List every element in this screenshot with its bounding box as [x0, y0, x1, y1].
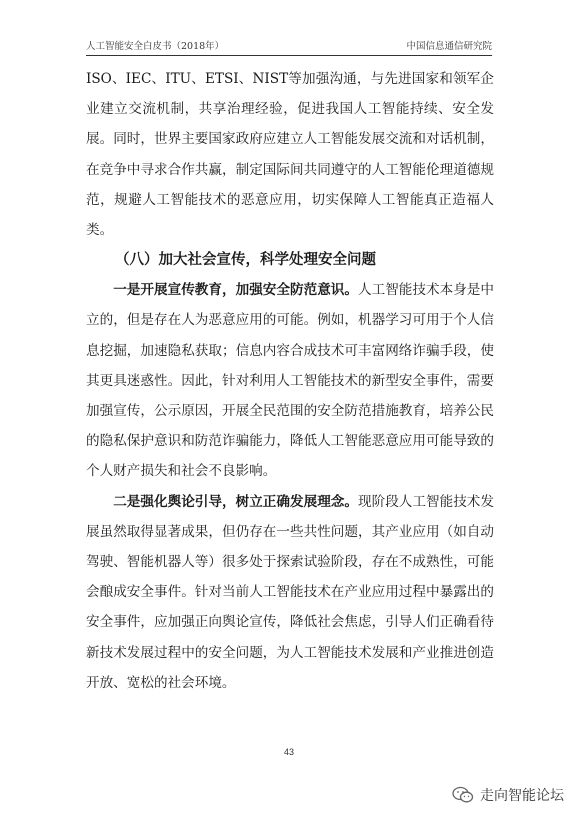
paragraph-text-publicity: 人工智能技术本身是中立的，但是存在人为恶意应用的可能。例如，机器学习可用于个人信息挖掘，加速隐私获取；信息内容合成技术可丰富网络诈骗手段，使其更具迷惑性。因此，针对利用人工智能技术的新型安全事件，需要加强宣传，公示原因，开展全民范围的安全防范措施教育，培养公民的隐私保护意识和防范诈骗能力，降低人工智能恶意应用可能导致的个人财产损失和社会不良影响。	[86, 282, 494, 480]
watermark	[452, 784, 564, 806]
paragraph-lead-publicity: 一是开展宣传教育，加强安全防范意识。	[113, 282, 358, 299]
paragraph-public-opinion	[86, 487, 494, 698]
wechat-icon	[452, 786, 474, 804]
watermark-text: 走向智能论坛	[480, 788, 564, 804]
header-document-title: 人工智能安全白皮书（2018年）	[86, 41, 225, 52]
page-number: 43	[283, 747, 294, 757]
header-organization: 中国信息通信研究院	[406, 41, 492, 52]
paragraph-text-opinion: 现阶段人工智能技术发展虽然取得显著成果，但仍存在一些共性问题，其产业应用（如自动驾驶、智能机器人等）很多处于探索试验阶段，存在不成熟性，可能会酿成安全事件。针对当前人工智能技术在产业应用过程中暴露出的安全事件，应加强正向舆论宣传，降低社会焦虑，引导人们正确看待新技术发展过程中的安全问题，为人工智能技术发展和产业推进创造开放、宽松的社会环境。	[86, 493, 494, 691]
header-divider	[86, 55, 492, 56]
paragraph-lead-opinion: 二是强化舆论引导，树立正确发展理念。	[113, 493, 358, 510]
page-body	[86, 64, 494, 698]
page-header	[86, 38, 492, 54]
section-heading: （八）加大社会宣传，科学处理安全问题	[115, 251, 376, 269]
paragraph-continuation: ISO、IEC、ITU、ETSI、NIST等加强沟通，与先进国家和领军企业建立交流机制，共享治理经验，促进我国人工智能持续、安全发展。同时，世界主要国家政府应建立人工智能发展交流和对话机制，在竞争中寻求合作共赢，制定国际间共同遵守的人工智能伦理道德规范，规避人工智能技术的恶意应用，切实保障人工智能真正造福人类。	[86, 71, 494, 239]
paragraph-publicity-education	[86, 275, 494, 486]
